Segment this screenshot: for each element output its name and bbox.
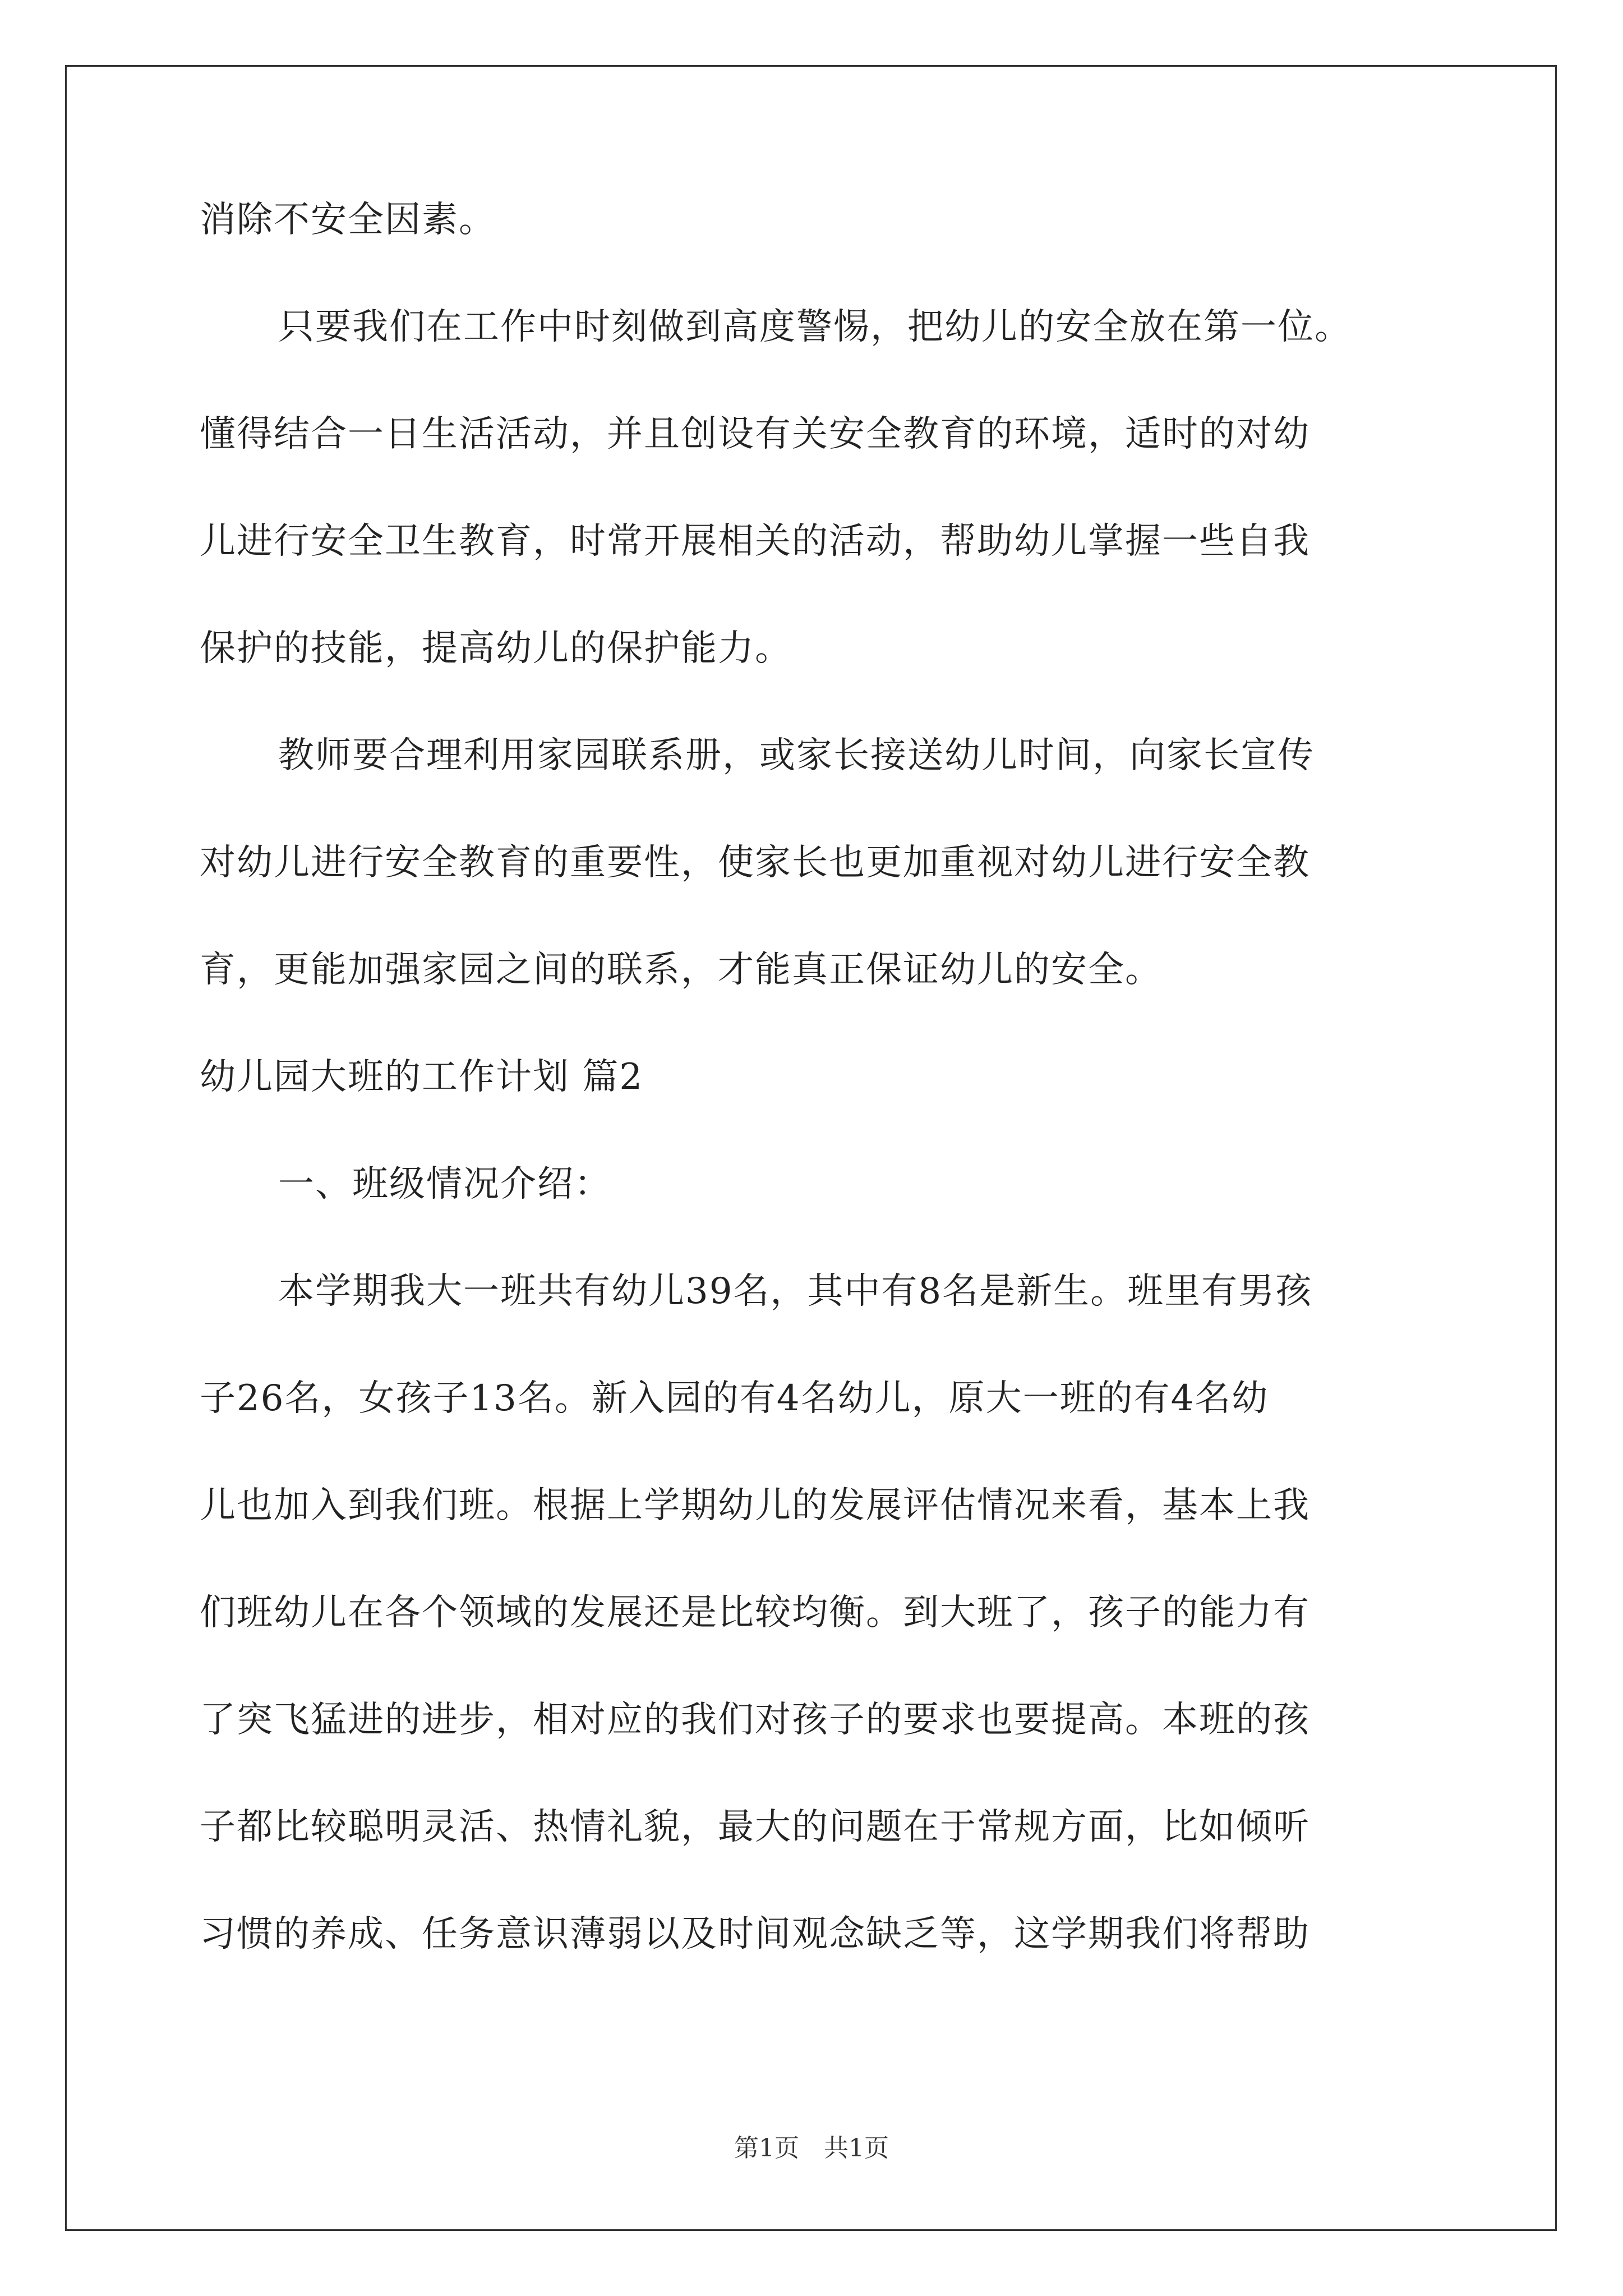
text-line: 消除不安全因素。 [200, 199, 496, 241]
paragraph-start-line: 本学期我大一班共有幼儿39名，其中有8名是新生。班里有男孩 [278, 1271, 1313, 1312]
paragraph-start-line: 只要我们在工作中时刻做到高度警惕，把幼儿的安全放在第一位。 [278, 306, 1352, 348]
text-line: 对幼儿进行安全教育的重要性，使家长也更加重视对幼儿进行安全教 [200, 842, 1310, 884]
text-line: 们班幼儿在各个领域的发展还是比较均衡。到大班了，孩子的能力有 [200, 1592, 1310, 1634]
text-line: 保护的技能，提高幼儿的保护能力。 [200, 628, 792, 669]
text-line: 儿也加入到我们班。根据上学期幼儿的发展评估情况来看，基本上我 [200, 1485, 1310, 1526]
text-line: 育，更能加强家园之间的联系，才能真正保证幼儿的安全。 [200, 949, 1162, 991]
text-line: 习惯的养成、任务意识薄弱以及时间观念缺乏等，这学期我们将帮助 [200, 1913, 1310, 1955]
text-line: 子都比较聪明灵活、热情礼貌，最大的问题在于常规方面，比如倾听 [200, 1806, 1310, 1848]
page-footer: 第1页 共1页 [734, 2134, 889, 2162]
document-body [200, 199, 1433, 2023]
paragraph-start-line: 教师要合理利用家园联系册，或家长接送幼儿时间，向家长宣传 [278, 735, 1315, 776]
text-line: 子26名，女孩子13名。新入园的有4名幼儿，原大一班的有4名幼 [200, 1378, 1269, 1419]
text-line: 懂得结合一日生活活动，并且创设有关安全教育的环境，适时的对幼 [200, 413, 1310, 455]
subsection-heading: 一、班级情况介绍： [278, 1163, 611, 1205]
text-line: 了突飞猛进的进步，相对应的我们对孩子的要求也要提高。本班的孩 [200, 1699, 1310, 1741]
text-line: 儿进行安全卫生教育，时常开展相关的活动，帮助幼儿掌握一些自我 [200, 521, 1310, 562]
section-heading: 幼儿园大班的工作计划 篇2 [200, 1056, 644, 1098]
